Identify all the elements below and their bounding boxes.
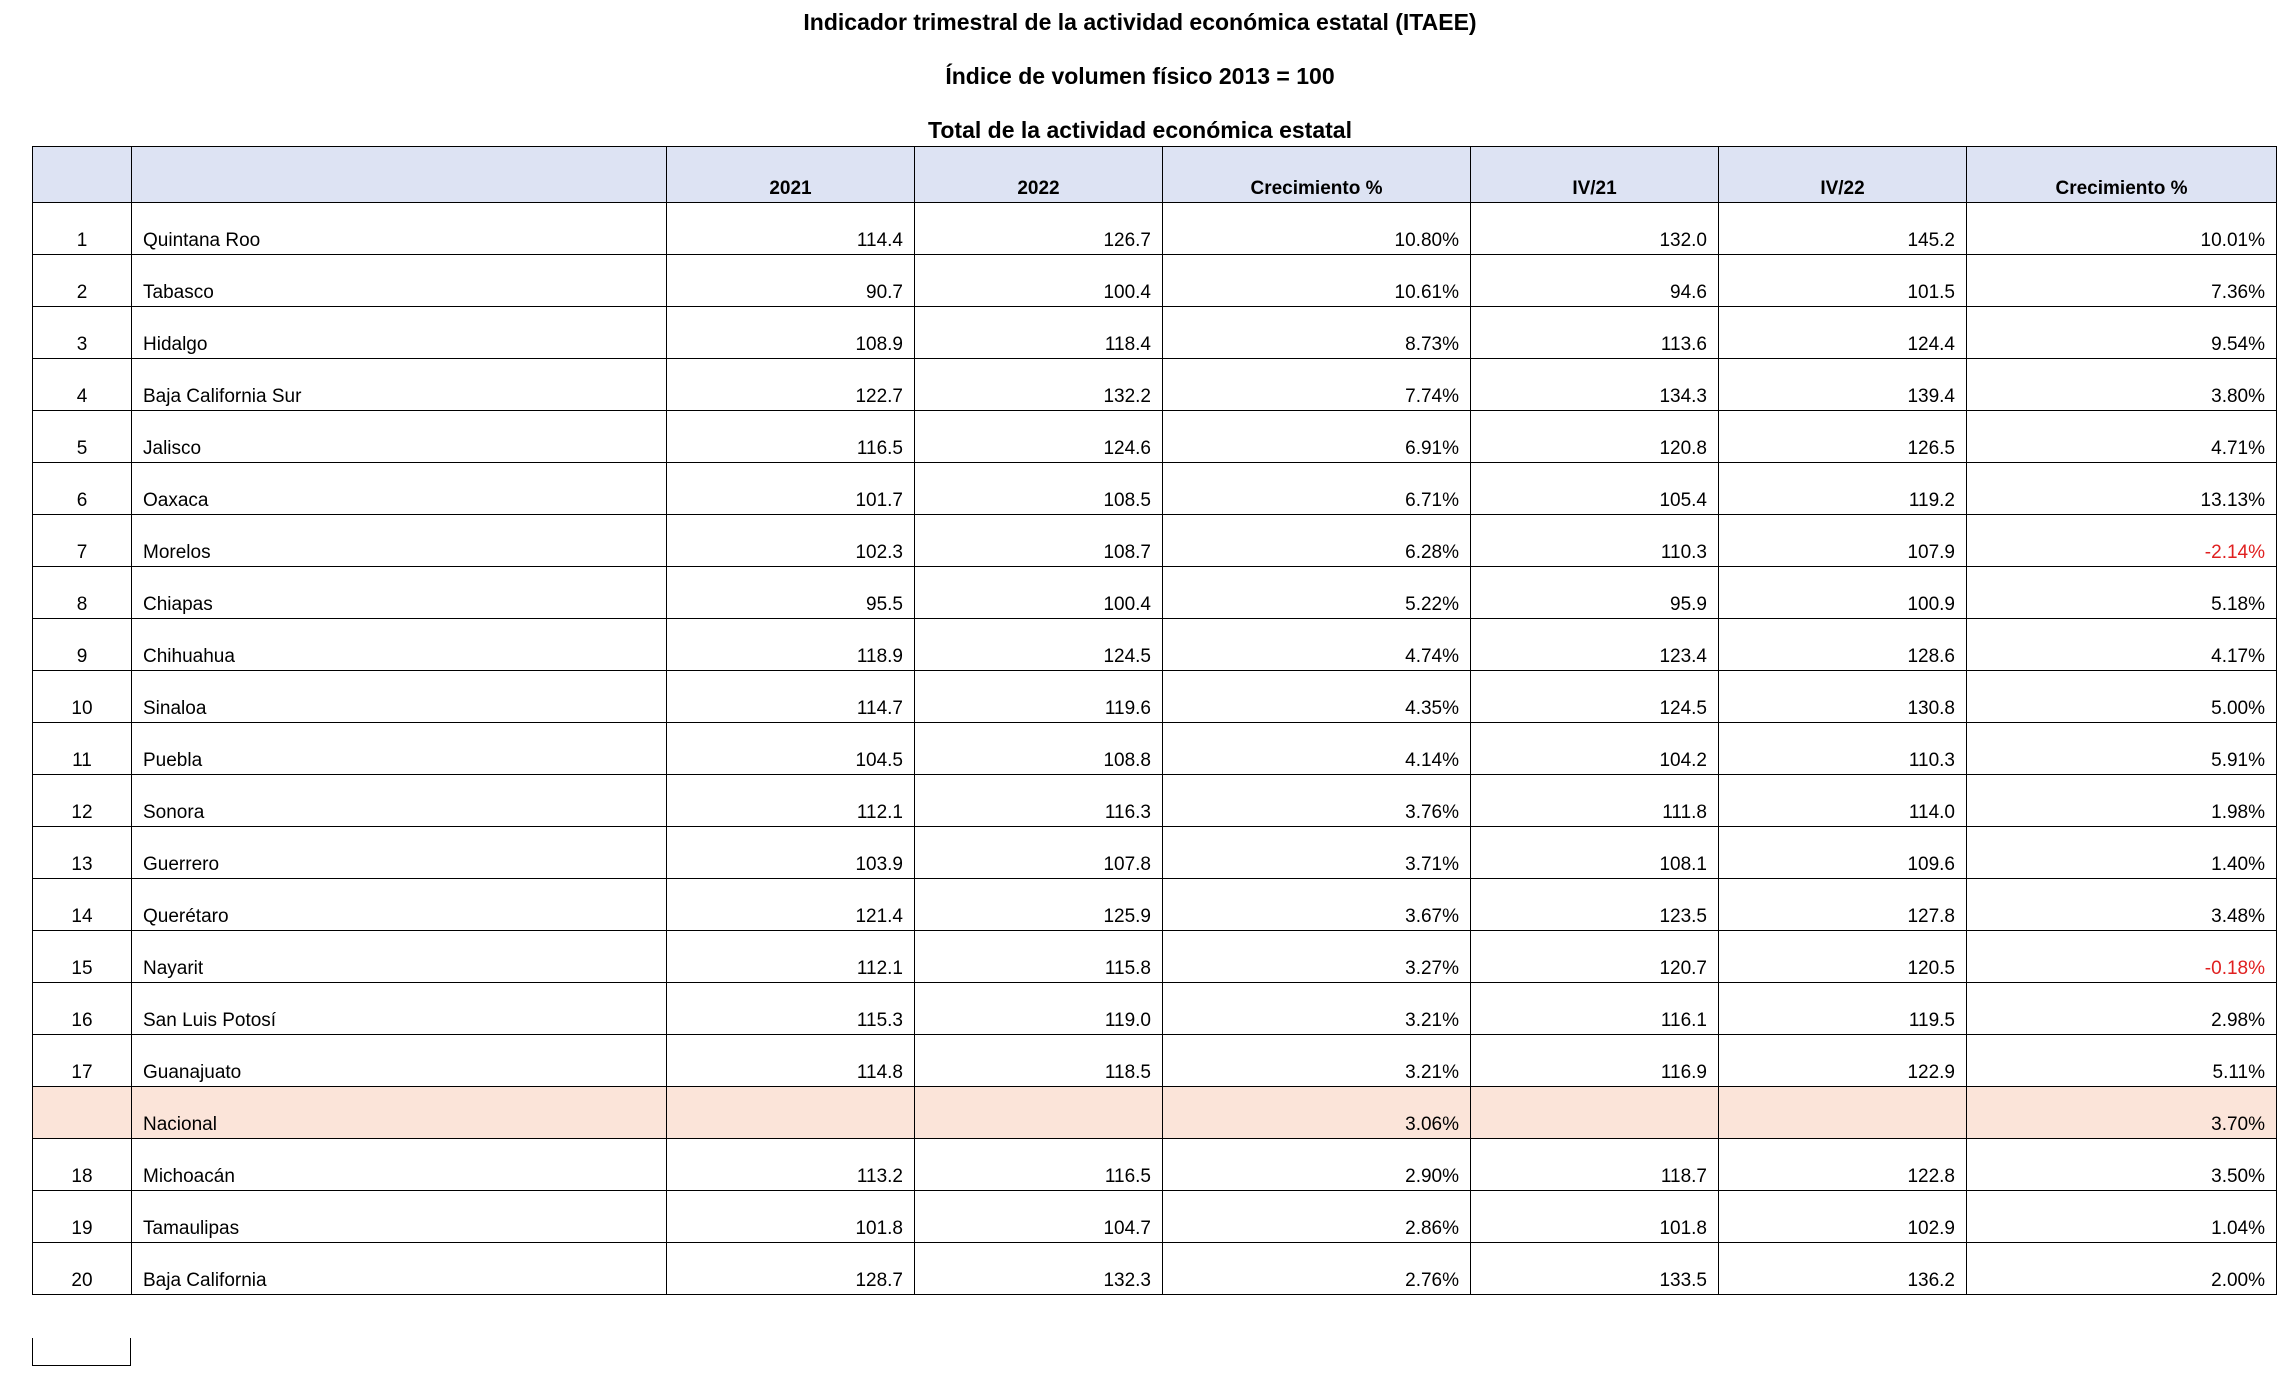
annual-growth-cell: 10.61% bbox=[1163, 255, 1471, 307]
state-cell: Michoacán bbox=[132, 1139, 667, 1191]
table-row bbox=[33, 1191, 2277, 1243]
value-iv21-cell: 111.8 bbox=[1471, 775, 1719, 827]
value-2021-cell: 118.9 bbox=[667, 619, 915, 671]
rank-cell bbox=[33, 1087, 132, 1139]
value-iv22-cell: 145.2 bbox=[1719, 203, 1967, 255]
value-iv21-cell: 118.7 bbox=[1471, 1139, 1719, 1191]
annual-growth-cell: 6.71% bbox=[1163, 463, 1471, 515]
value-iv21-cell: 124.5 bbox=[1471, 671, 1719, 723]
value-2021-cell: 104.5 bbox=[667, 723, 915, 775]
title-subject: Total de la actividad económica estatal bbox=[928, 117, 1352, 143]
rank-cell: 1 bbox=[33, 203, 132, 255]
table-row bbox=[33, 1035, 2277, 1087]
table-body bbox=[33, 203, 2277, 1295]
header-iv21: IV/21 bbox=[1471, 147, 1719, 203]
value-2022-cell: 132.3 bbox=[915, 1243, 1163, 1295]
table-row bbox=[33, 879, 2277, 931]
value-2021-cell: 115.3 bbox=[667, 983, 915, 1035]
value-iv21-cell: 120.7 bbox=[1471, 931, 1719, 983]
value-iv22-cell: 110.3 bbox=[1719, 723, 1967, 775]
value-iv22-cell: 120.5 bbox=[1719, 931, 1967, 983]
value-2021-cell: 102.3 bbox=[667, 515, 915, 567]
value-iv22-cell: 109.6 bbox=[1719, 827, 1967, 879]
table-row bbox=[33, 1139, 2277, 1191]
quarterly-growth-cell: -2.14% bbox=[1967, 515, 2277, 567]
rank-cell: 10 bbox=[33, 671, 132, 723]
value-2021-cell: 114.4 bbox=[667, 203, 915, 255]
state-cell: Sonora bbox=[132, 775, 667, 827]
quarterly-growth-cell: 3.70% bbox=[1967, 1087, 2277, 1139]
quarterly-growth-cell: 4.71% bbox=[1967, 411, 2277, 463]
value-iv22-cell bbox=[1719, 1087, 1967, 1139]
state-cell: Chiapas bbox=[132, 567, 667, 619]
quarterly-growth-cell: 2.00% bbox=[1967, 1243, 2277, 1295]
table-row bbox=[33, 619, 2277, 671]
value-iv22-cell: 114.0 bbox=[1719, 775, 1967, 827]
value-2022-cell: 126.7 bbox=[915, 203, 1163, 255]
value-2022-cell: 125.9 bbox=[915, 879, 1163, 931]
state-cell: Jalisco bbox=[132, 411, 667, 463]
rank-cell: 14 bbox=[33, 879, 132, 931]
quarterly-growth-cell: 5.18% bbox=[1967, 567, 2277, 619]
value-iv21-cell: 101.8 bbox=[1471, 1191, 1719, 1243]
value-2022-cell: 100.4 bbox=[915, 567, 1163, 619]
annual-growth-cell: 2.90% bbox=[1163, 1139, 1471, 1191]
state-cell: San Luis Potosí bbox=[132, 983, 667, 1035]
quarterly-growth-cell: 1.40% bbox=[1967, 827, 2277, 879]
value-2021-cell: 128.7 bbox=[667, 1243, 915, 1295]
rank-cell: 20 bbox=[33, 1243, 132, 1295]
header-2021: 2021 bbox=[667, 147, 915, 203]
value-iv22-cell: 124.4 bbox=[1719, 307, 1967, 359]
rank-cell: 19 bbox=[33, 1191, 132, 1243]
table-row bbox=[33, 775, 2277, 827]
value-iv21-cell: 113.6 bbox=[1471, 307, 1719, 359]
table-row bbox=[33, 255, 2277, 307]
quarterly-growth-cell: 9.54% bbox=[1967, 307, 2277, 359]
state-cell: Nayarit bbox=[132, 931, 667, 983]
table-row bbox=[33, 411, 2277, 463]
quarterly-growth-cell: 10.01% bbox=[1967, 203, 2277, 255]
annual-growth-cell: 5.22% bbox=[1163, 567, 1471, 619]
state-cell: Oaxaca bbox=[132, 463, 667, 515]
rank-cell: 8 bbox=[33, 567, 132, 619]
value-2022-cell: 100.4 bbox=[915, 255, 1163, 307]
state-cell: Sinaloa bbox=[132, 671, 667, 723]
value-2022-cell: 119.0 bbox=[915, 983, 1163, 1035]
annual-growth-cell: 3.21% bbox=[1163, 983, 1471, 1035]
header-row bbox=[33, 147, 2277, 203]
value-2021-cell: 101.8 bbox=[667, 1191, 915, 1243]
value-iv21-cell: 110.3 bbox=[1471, 515, 1719, 567]
value-iv22-cell: 127.8 bbox=[1719, 879, 1967, 931]
value-2022-cell bbox=[915, 1087, 1163, 1139]
value-2021-cell: 95.5 bbox=[667, 567, 915, 619]
rank-cell: 2 bbox=[33, 255, 132, 307]
rank-cell: 15 bbox=[33, 931, 132, 983]
annual-growth-cell: 4.35% bbox=[1163, 671, 1471, 723]
value-iv22-cell: 119.5 bbox=[1719, 983, 1967, 1035]
table-row bbox=[33, 515, 2277, 567]
quarterly-growth-cell: 3.50% bbox=[1967, 1139, 2277, 1191]
annual-growth-cell: 3.76% bbox=[1163, 775, 1471, 827]
itaee-table bbox=[32, 146, 2277, 1295]
quarterly-growth-cell: 5.00% bbox=[1967, 671, 2277, 723]
quarterly-growth-cell: 1.04% bbox=[1967, 1191, 2277, 1243]
quarterly-growth-cell: 7.36% bbox=[1967, 255, 2277, 307]
value-iv22-cell: 126.5 bbox=[1719, 411, 1967, 463]
value-iv22-cell: 100.9 bbox=[1719, 567, 1967, 619]
header-state bbox=[132, 147, 667, 203]
value-2022-cell: 108.7 bbox=[915, 515, 1163, 567]
annual-growth-cell: 3.06% bbox=[1163, 1087, 1471, 1139]
value-iv21-cell: 105.4 bbox=[1471, 463, 1719, 515]
value-2021-cell: 116.5 bbox=[667, 411, 915, 463]
annual-growth-cell: 6.91% bbox=[1163, 411, 1471, 463]
table-row bbox=[33, 359, 2277, 411]
quarterly-growth-cell: 2.98% bbox=[1967, 983, 2277, 1035]
rank-cell: 17 bbox=[33, 1035, 132, 1087]
value-2022-cell: 115.8 bbox=[915, 931, 1163, 983]
quarterly-growth-cell: 3.80% bbox=[1967, 359, 2277, 411]
table-row bbox=[33, 1243, 2277, 1295]
value-2022-cell: 108.8 bbox=[915, 723, 1163, 775]
rank-cell: 18 bbox=[33, 1139, 132, 1191]
value-2022-cell: 108.5 bbox=[915, 463, 1163, 515]
table-row bbox=[33, 203, 2277, 255]
value-iv21-cell: 120.8 bbox=[1471, 411, 1719, 463]
quarterly-growth-cell: 5.91% bbox=[1967, 723, 2277, 775]
annual-growth-cell: 6.28% bbox=[1163, 515, 1471, 567]
table-row bbox=[33, 463, 2277, 515]
value-2022-cell: 124.5 bbox=[915, 619, 1163, 671]
value-2022-cell: 118.4 bbox=[915, 307, 1163, 359]
rank-cell: 11 bbox=[33, 723, 132, 775]
rank-cell: 7 bbox=[33, 515, 132, 567]
rank-cell: 3 bbox=[33, 307, 132, 359]
rank-cell: 6 bbox=[33, 463, 132, 515]
value-2021-cell: 90.7 bbox=[667, 255, 915, 307]
table-row-nacional bbox=[33, 1087, 2277, 1139]
title-main: Indicador trimestral de la actividad económica estatal (ITAEE) bbox=[803, 9, 1477, 35]
table-row bbox=[33, 567, 2277, 619]
annual-growth-cell: 4.74% bbox=[1163, 619, 1471, 671]
state-cell: Tamaulipas bbox=[132, 1191, 667, 1243]
annual-growth-cell: 2.86% bbox=[1163, 1191, 1471, 1243]
value-iv22-cell: 119.2 bbox=[1719, 463, 1967, 515]
value-iv21-cell bbox=[1471, 1087, 1719, 1139]
value-iv21-cell: 123.4 bbox=[1471, 619, 1719, 671]
value-iv21-cell: 133.5 bbox=[1471, 1243, 1719, 1295]
title-index-base: Índice de volumen físico 2013 = 100 bbox=[945, 63, 1335, 89]
value-iv22-cell: 136.2 bbox=[1719, 1243, 1967, 1295]
quarterly-growth-cell: 3.48% bbox=[1967, 879, 2277, 931]
value-2021-cell: 101.7 bbox=[667, 463, 915, 515]
state-cell: Nacional bbox=[132, 1087, 667, 1139]
value-iv21-cell: 132.0 bbox=[1471, 203, 1719, 255]
state-cell: Guanajuato bbox=[132, 1035, 667, 1087]
annual-growth-cell: 10.80% bbox=[1163, 203, 1471, 255]
quarterly-growth-cell: 5.11% bbox=[1967, 1035, 2277, 1087]
table-row bbox=[33, 671, 2277, 723]
quarterly-growth-cell: 4.17% bbox=[1967, 619, 2277, 671]
annual-growth-cell: 3.67% bbox=[1163, 879, 1471, 931]
value-2021-cell: 114.7 bbox=[667, 671, 915, 723]
value-2021-cell: 114.8 bbox=[667, 1035, 915, 1087]
rank-cell: 9 bbox=[33, 619, 132, 671]
table-row bbox=[33, 827, 2277, 879]
value-2021-cell: 112.1 bbox=[667, 931, 915, 983]
state-cell: Guerrero bbox=[132, 827, 667, 879]
rank-cell: 12 bbox=[33, 775, 132, 827]
header-rank bbox=[33, 147, 132, 203]
value-2022-cell: 124.6 bbox=[915, 411, 1163, 463]
quarterly-growth-cell: 13.13% bbox=[1967, 463, 2277, 515]
header-quarterly-growth: Crecimiento % bbox=[1967, 147, 2277, 203]
value-iv21-cell: 104.2 bbox=[1471, 723, 1719, 775]
value-2022-cell: 104.7 bbox=[915, 1191, 1163, 1243]
state-cell: Puebla bbox=[132, 723, 667, 775]
value-2021-cell: 108.9 bbox=[667, 307, 915, 359]
value-2021-cell bbox=[667, 1087, 915, 1139]
value-2021-cell: 103.9 bbox=[667, 827, 915, 879]
value-2022-cell: 132.2 bbox=[915, 359, 1163, 411]
state-cell: Tabasco bbox=[132, 255, 667, 307]
header-annual-growth: Crecimiento % bbox=[1163, 147, 1471, 203]
header-iv22: IV/22 bbox=[1719, 147, 1967, 203]
value-iv21-cell: 134.3 bbox=[1471, 359, 1719, 411]
value-iv22-cell: 101.5 bbox=[1719, 255, 1967, 307]
value-iv21-cell: 116.1 bbox=[1471, 983, 1719, 1035]
value-2022-cell: 118.5 bbox=[915, 1035, 1163, 1087]
state-cell: Quintana Roo bbox=[132, 203, 667, 255]
value-iv21-cell: 123.5 bbox=[1471, 879, 1719, 931]
value-iv22-cell: 107.9 bbox=[1719, 515, 1967, 567]
value-iv21-cell: 94.6 bbox=[1471, 255, 1719, 307]
state-cell: Querétaro bbox=[132, 879, 667, 931]
value-2022-cell: 107.8 bbox=[915, 827, 1163, 879]
value-2021-cell: 121.4 bbox=[667, 879, 915, 931]
value-iv22-cell: 128.6 bbox=[1719, 619, 1967, 671]
table-row bbox=[33, 723, 2277, 775]
annual-growth-cell: 7.74% bbox=[1163, 359, 1471, 411]
rank-cell: 16 bbox=[33, 983, 132, 1035]
value-2022-cell: 116.3 bbox=[915, 775, 1163, 827]
value-2022-cell: 116.5 bbox=[915, 1139, 1163, 1191]
empty-trailing-cell bbox=[32, 1338, 131, 1366]
value-iv22-cell: 122.9 bbox=[1719, 1035, 1967, 1087]
quarterly-growth-cell: 1.98% bbox=[1967, 775, 2277, 827]
value-iv22-cell: 102.9 bbox=[1719, 1191, 1967, 1243]
value-iv21-cell: 95.9 bbox=[1471, 567, 1719, 619]
value-2021-cell: 112.1 bbox=[667, 775, 915, 827]
annual-growth-cell: 2.76% bbox=[1163, 1243, 1471, 1295]
rank-cell: 4 bbox=[33, 359, 132, 411]
annual-growth-cell: 4.14% bbox=[1163, 723, 1471, 775]
table-row bbox=[33, 983, 2277, 1035]
state-cell: Baja California bbox=[132, 1243, 667, 1295]
value-iv21-cell: 116.9 bbox=[1471, 1035, 1719, 1087]
state-cell: Morelos bbox=[132, 515, 667, 567]
quarterly-growth-cell: -0.18% bbox=[1967, 931, 2277, 983]
value-iv21-cell: 108.1 bbox=[1471, 827, 1719, 879]
value-iv22-cell: 122.8 bbox=[1719, 1139, 1967, 1191]
value-2021-cell: 113.2 bbox=[667, 1139, 915, 1191]
value-iv22-cell: 130.8 bbox=[1719, 671, 1967, 723]
annual-growth-cell: 3.21% bbox=[1163, 1035, 1471, 1087]
value-iv22-cell: 139.4 bbox=[1719, 359, 1967, 411]
value-2022-cell: 119.6 bbox=[915, 671, 1163, 723]
annual-growth-cell: 3.27% bbox=[1163, 931, 1471, 983]
rank-cell: 13 bbox=[33, 827, 132, 879]
annual-growth-cell: 3.71% bbox=[1163, 827, 1471, 879]
table-row bbox=[33, 307, 2277, 359]
header-2022: 2022 bbox=[915, 147, 1163, 203]
state-cell: Baja California Sur bbox=[132, 359, 667, 411]
value-2021-cell: 122.7 bbox=[667, 359, 915, 411]
table-row bbox=[33, 931, 2277, 983]
state-cell: Hidalgo bbox=[132, 307, 667, 359]
rank-cell: 5 bbox=[33, 411, 132, 463]
annual-growth-cell: 8.73% bbox=[1163, 307, 1471, 359]
state-cell: Chihuahua bbox=[132, 619, 667, 671]
